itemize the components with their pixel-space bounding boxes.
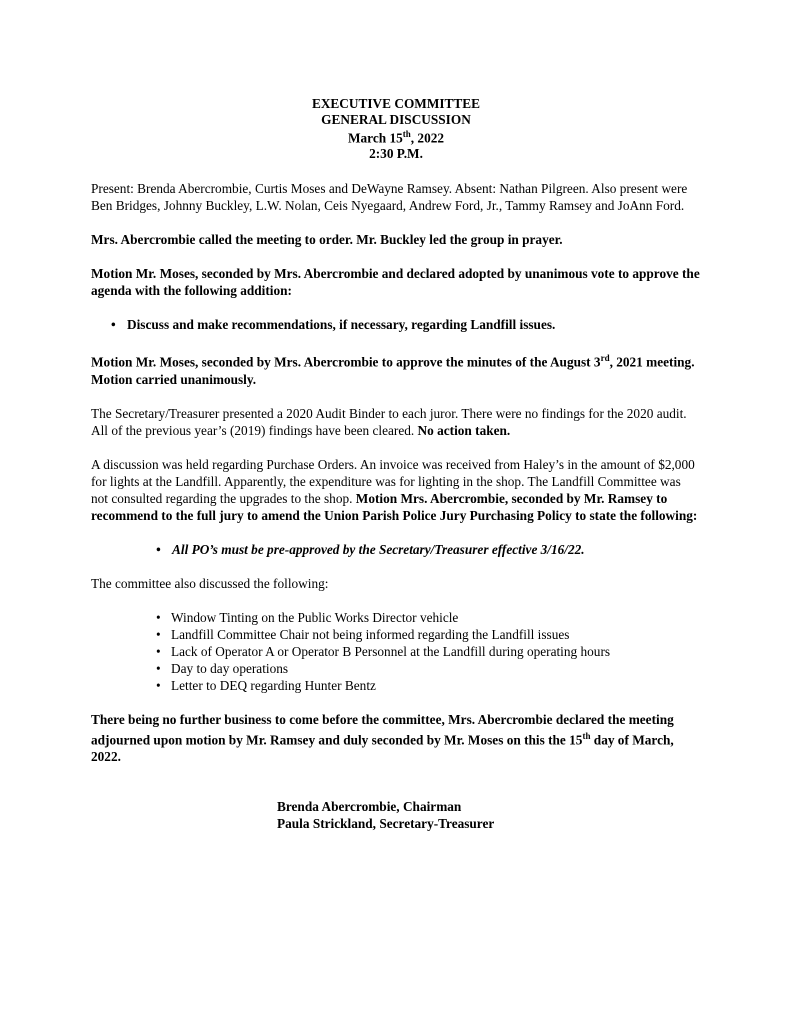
agenda-motion-paragraph: Motion Mr. Moses, seconded by Mrs. Abercrombie and declared adopted by unanimous vote to approve the agenda with the following addition:	[91, 266, 700, 299]
agenda-additions-list	[94, 316, 701, 333]
document-page	[91, 96, 701, 832]
call-to-order-paragraph: Mrs. Abercrombie called the meeting to order. Mr. Buckley led the group in prayer.	[91, 232, 563, 248]
signature-block	[277, 798, 701, 832]
list-item: • Letter to DEQ regarding Hunter Bentz	[139, 677, 701, 694]
secretary-signature: Paula Strickland, Secretary-Treasurer	[277, 816, 495, 832]
adjournment-paragraph: There being no further business to come before the committee, Mrs. Abercrombie declared the meeting adjourned upon motion by Mr. Ramsey and duly seconded by Mr. Moses on this the 15th day of March, 2022.	[91, 711, 674, 765]
list-item: • Discuss and make recommendations, if necessary, regarding Landfill issues.	[94, 316, 701, 333]
meeting-date: March 15th, 2022	[347, 129, 445, 146]
chairman-signature: Brenda Abercrombie, Chairman	[277, 799, 462, 815]
attendance-paragraph: Present: Brenda Abercrombie, Curtis Moses and DeWayne Ramsey. Absent: Nathan Pilgreen. Also present were Ben Bridges, Johnny Buckley, L.W. Nolan, Ceis Nyegaard, Andrew Ford, Jr., Tammy Ramsey and JoAnn Ford.	[91, 181, 688, 214]
meeting-time: 2:30 P.M.	[369, 145, 423, 161]
list-item: • Landfill Committee Chair not being informed regarding the Landfill issues	[139, 626, 701, 643]
minutes-motion-paragraph: Motion Mr. Moses, seconded by Mrs. Abercrombie to approve the minutes of the August 3rd, 2021 meeting. Motion carried unanimously.	[91, 353, 695, 387]
audit-paragraph: The Secretary/Treasurer presented a 2020 Audit Binder to each juror. There were no findings for the 2020 audit. All of the previous year’s (2019) findings have been cleared. No action taken.	[91, 405, 687, 438]
document-header	[91, 96, 701, 161]
discussion-title: GENERAL DISCUSSION	[321, 111, 471, 127]
discussed-items-list	[139, 609, 701, 694]
list-item: • All PO’s must be pre-approved by the Secretary/Treasurer effective 3/16/22.	[139, 541, 701, 558]
list-item: • Window Tinting on the Public Works Director vehicle	[139, 609, 701, 626]
committee-title: EXECUTIVE COMMITTEE	[311, 96, 481, 111]
purchase-orders-paragraph: A discussion was held regarding Purchase Orders. An invoice was received from Haley’s in the amount of $2,000 for lights at the Landfill. Apparently, the expenditure was for lighting in the shop. The Landfill Committee was not consulted regarding the upgrades to the shop. Motion Mrs. Abercrombie, seconded by Mr. Ramsey to recommend to the full jury to amend the Union Parish Police Jury Purchasing Policy to state the following:	[91, 456, 698, 523]
discussed-intro: The committee also discussed the following:	[91, 575, 329, 591]
list-item: • Day to day operations	[139, 660, 701, 677]
policy-list	[139, 541, 701, 558]
list-item: • Lack of Operator A or Operator B Personnel at the Landfill during operating hours	[139, 643, 701, 660]
